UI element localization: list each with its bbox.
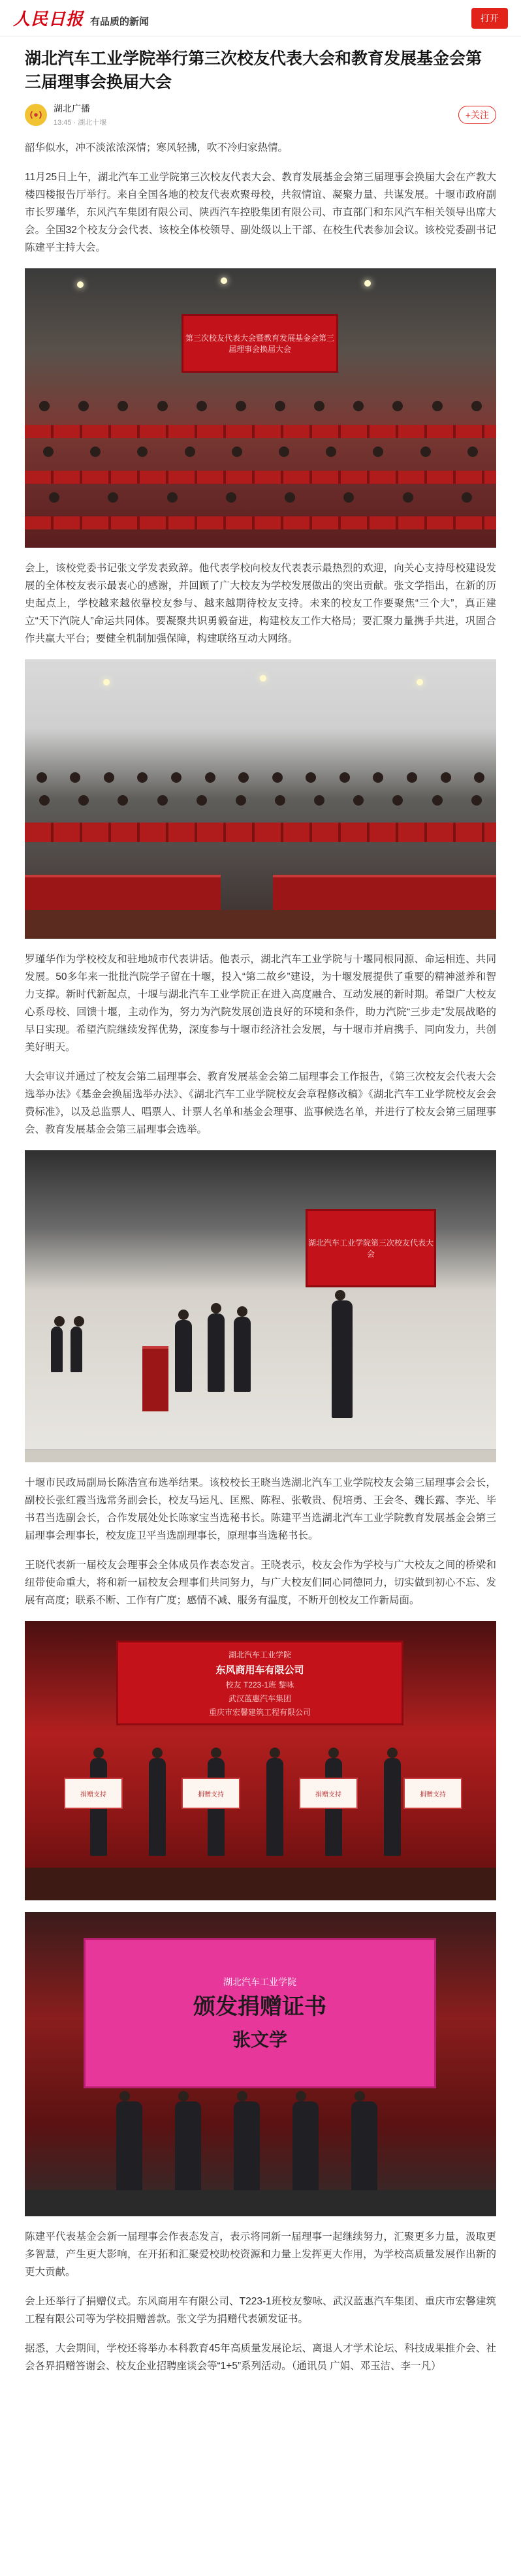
brand-slogan: 有品质的新闻 bbox=[90, 16, 150, 27]
ceiling-light bbox=[221, 277, 227, 284]
screen-caption: 湖北汽车工业学院第三次校友代表大会 bbox=[308, 1238, 434, 1259]
stage-floor bbox=[25, 910, 496, 939]
stage-screen bbox=[182, 314, 338, 373]
paragraph: 会上还举行了捐赠仪式。东风商用车有限公司、T223-1班校友黎咏、武汉蓝惠汽车集团、重庆市宏馨建筑工程有限公司等为学校捐赠善款。张文学为捐赠代表颁发证书。 bbox=[25, 2296, 496, 2325]
audience-row bbox=[25, 490, 496, 505]
donation-ceremony-photo[interactable] bbox=[25, 1621, 496, 1900]
stage-screen bbox=[84, 1938, 436, 2088]
front-table bbox=[273, 875, 496, 910]
floor bbox=[25, 1449, 496, 1462]
audience-row bbox=[25, 793, 496, 808]
screen-caption: 湖北汽车工业学院 bbox=[223, 1976, 296, 1987]
person bbox=[351, 2101, 377, 2193]
stage-screen bbox=[306, 1209, 436, 1287]
paragraph: 据悉，大会期间，学校还将举办本科教育45年高质量发展论坛、离退人才学术论坛、科技成果推介会、社会各界捐赠答谢会、校友企业招聘座谈会等“1+5”系列活动。（通讯员 广娟、邓玉洁、李一凡） bbox=[25, 2343, 496, 2372]
person bbox=[175, 1320, 192, 1392]
front-table bbox=[25, 875, 221, 910]
person bbox=[234, 2101, 260, 2193]
certificate-title: 颁发捐赠证书 bbox=[193, 1993, 326, 2020]
paragraph: 11月25日上午，湖北汽车工业学院第三次校友代表大会、教育发展基金会第三届理事会换届大会在产教大楼四楼报告厅举行。来自全国各地的校友代表欢聚母校，共叙情谊、凝聚力量、共谋发展。十堰市政府副市长罗瑾华，东风汽车集团有限公司、陕西汽车控股集团有限公司、市直部门和东风汽车相关领导出席大会。全国32个校友分会代表、该校全体校领导、副处级以上干部、在校生代表参加会议。该校党委副书记陈建平主持大会。 bbox=[25, 172, 496, 253]
people-daily-logo: 人民日报 bbox=[13, 10, 84, 29]
ceiling-light bbox=[417, 679, 423, 685]
top-bar bbox=[0, 0, 521, 37]
donation-board: 捐赠支持 bbox=[299, 1778, 358, 1809]
screen-company: 东风商用车有限公司 bbox=[215, 1664, 304, 1676]
seat-row bbox=[25, 823, 496, 842]
person bbox=[292, 2101, 319, 2193]
donation-board: 捐赠支持 bbox=[182, 1778, 240, 1809]
donation-board: 捐赠支持 bbox=[403, 1778, 462, 1809]
person bbox=[149, 1758, 166, 1856]
voting-photo[interactable] bbox=[25, 1150, 496, 1462]
audience-row bbox=[25, 445, 496, 459]
certificate-photo[interactable] bbox=[25, 1912, 496, 2216]
screen-line: 武汉蓝惠汽车集团 bbox=[228, 1693, 291, 1703]
person bbox=[234, 1317, 251, 1392]
auditorium-photo[interactable] bbox=[25, 268, 496, 548]
person bbox=[384, 1758, 401, 1856]
screen-caption: 湖北汽车工业学院 bbox=[228, 1650, 291, 1659]
author-name[interactable]: 湖北广播 bbox=[54, 103, 90, 114]
paragraph: 十堰市民政局副局长陈浩宣布选举结果。该校校长王晓当选湖北汽车工业学院校友会第三届理事会会长，副校长张红霞当选常务副会长，校友马运凡、匡熙、陈程、张敬贵、倪培勇、王会冬、魏长露、李光、毕书君当选副会长，合作发展处处长陈家宝当选秘书长。陈建平当选湖北汽车工业学院教育发展基金会第三届理事会理事长，校友庞卫平当选副理事长，原理事当选秘书长。 bbox=[25, 1477, 496, 1541]
person bbox=[332, 1300, 353, 1418]
follow-button[interactable]: +关注 bbox=[458, 106, 496, 124]
person bbox=[266, 1758, 283, 1856]
ballot-box bbox=[142, 1346, 168, 1411]
screen-line: 校友 T223-1班 黎咏 bbox=[225, 1680, 294, 1689]
donation-board: 捐赠支持 bbox=[64, 1778, 123, 1809]
paragraph: 大会审议并通过了校友会第二届理事会、教育发展基金会第二届理事会工作报告，《第三次校友会代表大会选举办法》《基金会换届选举办法》、《湖北汽车工业学院校友会章程修改稿》《湖北汽车工业学院校友会会费标准》，以及总监票人、唱票人、计票人名单和基金会理事、监事候选名单，并进行了校友会第三届理事会、教育发展基金会第三届理事会选举。 bbox=[25, 1071, 496, 1135]
screen-caption: 第三次校友代表大会暨教育发展基金会第三届理事会换届大会 bbox=[185, 334, 334, 354]
paragraph: 会上，该校党委书记张文学发表致辞。他代表学校向校友代表表示最热烈的欢迎，向关心支持母校建设发展的全体校友表示最衷心的感谢，并回顾了广大校友为学校发展做出的突出贡献。张文学指出，在新的历史起点上，学校越来越依靠校友参与、越来越期待校友支持。未来的校友工作要聚焦“三个大”，真正建立“天下汽院人”命运共同体。要凝聚共识勇毅奋进，构建校友工作大格局；要汇聚力量携手共进，巩固合作共赢大平台；要健全机制加强保障，构建联络互动大网络。 bbox=[25, 563, 496, 644]
stage-screen bbox=[116, 1641, 403, 1725]
person bbox=[51, 1327, 63, 1372]
author-info bbox=[54, 102, 458, 127]
audience-row bbox=[25, 399, 496, 413]
ceiling-light bbox=[77, 281, 84, 288]
paragraph: 罗瑾华作为学校校友和驻地城市代表讲话。他表示，湖北汽车工业学院与十堰同根同源、命运相连、共同发展。50多年来一批批汽院学子留在十堰，投入“第二故乡”建设，为十堰发展提供了重要的精神滋养和智力支撑。新时代新起点，十堰与湖北汽车工业学院正在进入高度融合、互动发展的新时期。希望广大校友心系母校、回馈十堰，主动作为，努力为汽院发展创造良好的环境和条件，助力汽院“三步走”发展战略的早日实现。希望汽院继续发挥优势，深度参与十堰市经济社会发展，与十堰市并肩携手、同向发力，共创美好明天。 bbox=[25, 954, 496, 1053]
seat-row bbox=[25, 425, 496, 438]
attendees-photo[interactable] bbox=[25, 659, 496, 939]
stage-floor bbox=[25, 1868, 496, 1900]
ceiling-light bbox=[103, 679, 110, 685]
open-app-button[interactable]: 打开 bbox=[471, 8, 508, 29]
seat-row bbox=[25, 516, 496, 529]
article bbox=[0, 47, 521, 2375]
person bbox=[175, 2101, 201, 2193]
person bbox=[208, 1313, 225, 1392]
seat-row bbox=[25, 471, 496, 484]
paragraph: 韶华似水，冲不淡浓浓深情；寒风轻拂，吹不冷归家热情。 bbox=[25, 142, 289, 153]
paragraph: 陈建平代表基金会新一届理事会作表态发言，表示将同新一届理事一起继续努力，汇聚更多力量，汲取更多智慧，产生更大影响，在开拓和汇聚爱校助校资源和力量上发挥更大作用，为学校高质量发展作出新的更大贡献。 bbox=[25, 2231, 496, 2278]
avatar[interactable] bbox=[25, 104, 47, 126]
audience-row bbox=[25, 770, 496, 785]
article-title: 湖北汽车工业学院举行第三次校友代表大会和教育发展基金会第三届理事会换届大会 bbox=[25, 50, 482, 91]
author-row bbox=[25, 102, 496, 127]
ceiling-light bbox=[364, 280, 371, 287]
stage-floor bbox=[25, 2190, 496, 2216]
ceiling-light bbox=[260, 675, 266, 682]
person bbox=[71, 1327, 82, 1372]
brand[interactable] bbox=[13, 6, 149, 30]
paragraph: 王晓代表新一届校友会理事会全体成员作表态发言。王晓表示，校友会作为学校与广大校友之间的桥梁和纽带使命重大，将和新一届校友会理事们共同努力，与广大校友们同心同德同力，切实做到初心不忘、发展有高度；联系不断、工作有广度；感情不减、服务有温度，不断开创校友工作新局面。 bbox=[25, 1560, 496, 1606]
certificate-name: 张文学 bbox=[232, 2028, 287, 2050]
publish-meta: 13:45 · 湖北十堰 bbox=[54, 119, 107, 127]
person bbox=[116, 2101, 142, 2193]
screen-line: 重庆市宏馨建筑工程有限公司 bbox=[208, 1707, 311, 1717]
radio-broadcast-icon bbox=[29, 108, 43, 122]
